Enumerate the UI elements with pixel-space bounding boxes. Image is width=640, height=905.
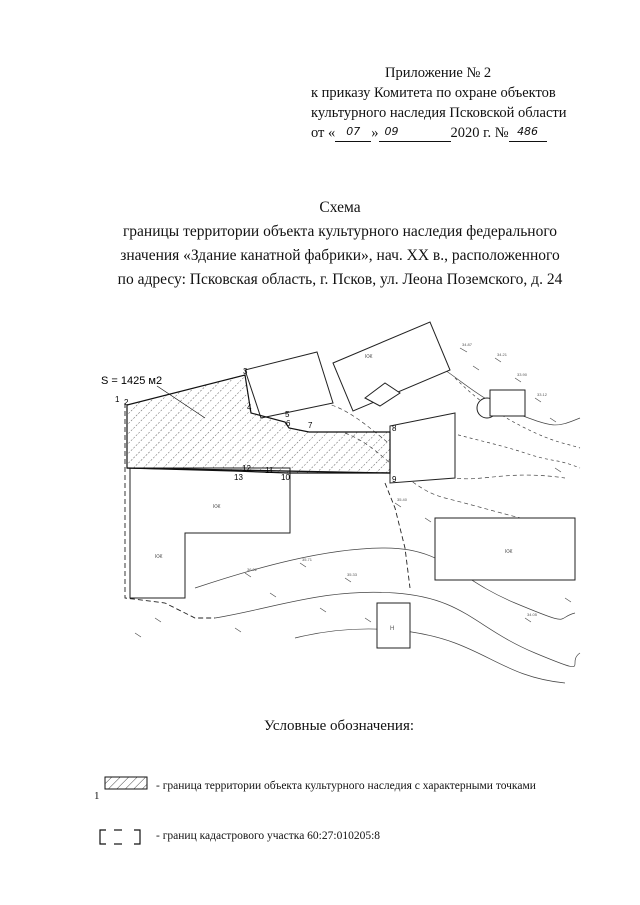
point-label: 10 <box>281 473 290 482</box>
point-label: 3 <box>243 367 248 376</box>
buildings <box>130 322 575 648</box>
building-east-porch <box>490 390 525 416</box>
legend-item1-number: 1 <box>94 790 100 802</box>
svg-text:33.90: 33.90 <box>517 372 528 377</box>
date-mid: » <box>371 125 379 141</box>
order-number: 486 <box>517 125 539 138</box>
building-west-annex <box>245 352 333 418</box>
legend-dash-swatch <box>98 828 144 846</box>
svg-text:34.87: 34.87 <box>462 342 473 347</box>
date-year: 2020 г. № <box>450 125 509 141</box>
point-label: 11 <box>265 466 274 475</box>
building-main-east <box>390 413 455 483</box>
point-label: 12 <box>242 464 251 473</box>
date-month-field <box>379 122 451 142</box>
appendix-label: Приложение № 2 <box>385 65 492 81</box>
svg-text:35.33: 35.33 <box>347 572 358 577</box>
scheme-title-line-4: по адресу: Псковская область, г. Псков, ул. Леона Поземского, д. 24 <box>117 271 563 288</box>
legend-item1-text: - граница территории объекта культурного наследия с характерными точками <box>156 780 536 792</box>
site-plan <box>95 318 585 688</box>
order-line-1: к приказу Комитета по охране объектов <box>311 85 556 101</box>
date-month: 09 <box>384 125 399 138</box>
svg-text:34.05: 34.05 <box>527 612 538 617</box>
svg-text:34.21: 34.21 <box>497 352 508 357</box>
order-line-2: культурного наследия Псковской области <box>311 105 567 121</box>
scheme-title-line-2: границы территории объекта культурного наследия федерального <box>122 223 558 240</box>
date-prefix: от « <box>311 125 336 141</box>
legend-heading: Условные обозначения: <box>264 718 415 734</box>
point-label: 1 <box>115 395 120 404</box>
svg-text:36.02: 36.02 <box>247 567 258 572</box>
point-label: 7 <box>308 421 313 430</box>
point-label: 4 <box>247 403 252 412</box>
legend-hatch-swatch <box>104 776 148 790</box>
area-label: S = 1425 м2 <box>101 375 163 387</box>
order-number-field <box>509 122 547 142</box>
scheme-title-line-3: значения «Здание канатной фабрики», нач. XX в., расположенного <box>120 247 560 264</box>
svg-text:35.40: 35.40 <box>397 497 408 502</box>
point-label: 9 <box>392 475 397 484</box>
date-day: 07 <box>346 125 361 138</box>
svg-text:33.12: 33.12 <box>537 392 548 397</box>
point-label: 6 <box>286 419 291 428</box>
date-day-field <box>335 122 371 142</box>
svg-text:КЖ: КЖ <box>365 354 373 360</box>
point-label: 13 <box>234 473 243 482</box>
scheme-title: Схема <box>319 199 361 216</box>
svg-text:КЖ: КЖ <box>155 554 163 560</box>
legend-item2-text: - границ кадастрового участка 60:27:010205:8 <box>156 830 381 842</box>
svg-text:КЖ: КЖ <box>505 549 513 555</box>
point-label: 5 <box>285 410 290 419</box>
order-date-line <box>311 124 547 144</box>
svg-text:Н: Н <box>390 626 395 632</box>
building-south <box>130 468 290 598</box>
point-label: 8 <box>392 424 397 433</box>
point-label: 2 <box>124 398 129 407</box>
svg-text:КЖ: КЖ <box>213 504 221 510</box>
svg-text:35.71: 35.71 <box>302 557 313 562</box>
